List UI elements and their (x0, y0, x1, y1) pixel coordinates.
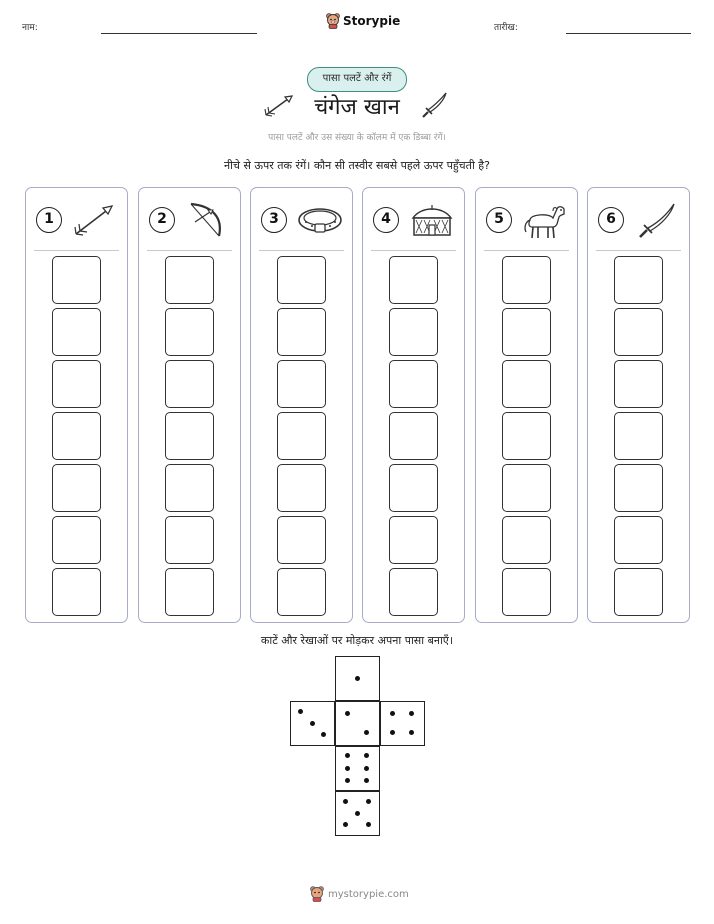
question-text: नीचे से ऊपर तक रंगें। कौन सी तस्वीर सबसे पहले ऊपर पहुँचती है? (224, 159, 490, 172)
column-header (139, 188, 240, 250)
dice-pip (355, 811, 360, 816)
color-box[interactable] (277, 308, 326, 356)
column-number: 2 (149, 207, 175, 233)
dice-pip (345, 753, 350, 758)
column-header (363, 188, 464, 250)
column-5 (475, 187, 578, 623)
dice-pip (345, 711, 350, 716)
dice-pip (345, 766, 350, 771)
column-divider (259, 250, 344, 251)
column-6 (587, 187, 690, 623)
color-box[interactable] (614, 308, 663, 356)
dice-pip (364, 766, 369, 771)
bear-logo-icon (326, 13, 340, 29)
dice-pip (343, 799, 348, 804)
column-4 (362, 187, 465, 623)
color-box[interactable] (389, 464, 438, 512)
color-box[interactable] (165, 308, 214, 356)
color-box[interactable] (277, 568, 326, 616)
horse-icon (520, 200, 568, 246)
column-3 (250, 187, 353, 623)
color-box[interactable] (614, 256, 663, 304)
bear-footer-icon (310, 886, 324, 902)
dice-pip (409, 730, 414, 735)
storypie-logo (326, 13, 400, 29)
date-line[interactable] (566, 33, 691, 34)
dice-face-2 (335, 701, 380, 746)
footer-url: mystorypie.com (328, 888, 409, 900)
dice-pip (345, 778, 350, 783)
dice-pip (366, 822, 371, 827)
dice-face-6 (335, 746, 380, 791)
page-title: चंगेज खान (314, 95, 400, 120)
color-box[interactable] (52, 360, 101, 408)
color-box[interactable] (389, 412, 438, 460)
column-number: 6 (598, 207, 624, 233)
color-box[interactable] (165, 568, 214, 616)
date-label: तारीख: (494, 23, 518, 33)
color-box[interactable] (52, 412, 101, 460)
sword-decoration-icon (420, 90, 450, 120)
dice-instruction: काटें और रेखाओं पर मोड़कर अपना पासा बनाएँ। (260, 634, 454, 647)
color-box[interactable] (52, 516, 101, 564)
color-box[interactable] (502, 256, 551, 304)
color-box[interactable] (614, 516, 663, 564)
color-box[interactable] (165, 516, 214, 564)
column-divider (371, 250, 456, 251)
color-box[interactable] (165, 256, 214, 304)
color-box[interactable] (277, 360, 326, 408)
footer (310, 886, 409, 902)
column-header (476, 188, 577, 250)
dice-pip (366, 799, 371, 804)
color-box[interactable] (614, 568, 663, 616)
dice-pip (321, 732, 326, 737)
dice-pip (298, 709, 303, 714)
color-box[interactable] (502, 568, 551, 616)
belt-icon (295, 200, 345, 244)
dice-pip (364, 730, 369, 735)
column-header (588, 188, 689, 250)
dice-net (290, 656, 425, 836)
dice-pip (409, 711, 414, 716)
color-box[interactable] (277, 516, 326, 564)
color-box[interactable] (277, 256, 326, 304)
color-box[interactable] (52, 308, 101, 356)
dice-face-4 (380, 701, 425, 746)
dice-pip (310, 721, 315, 726)
color-box[interactable] (389, 360, 438, 408)
color-box[interactable] (277, 464, 326, 512)
sword-icon (632, 200, 680, 244)
column-number: 3 (261, 207, 287, 233)
color-box[interactable] (502, 464, 551, 512)
color-box[interactable] (502, 516, 551, 564)
column-header (26, 188, 127, 250)
dice-pip (343, 822, 348, 827)
dice-pip (364, 778, 369, 783)
color-box[interactable] (502, 360, 551, 408)
column-2 (138, 187, 241, 623)
column-number: 4 (373, 207, 399, 233)
dice-face-3 (290, 701, 335, 746)
column-divider (34, 250, 119, 251)
dice-pip (390, 730, 395, 735)
color-box[interactable] (614, 464, 663, 512)
color-box[interactable] (52, 568, 101, 616)
brand-name: Storypie (343, 14, 401, 28)
color-box[interactable] (277, 412, 326, 460)
name-label: नाम: (22, 23, 38, 33)
dice-pip (390, 711, 395, 716)
column-divider (147, 250, 232, 251)
color-box[interactable] (614, 412, 663, 460)
column-number: 1 (36, 207, 62, 233)
column-divider (484, 250, 569, 251)
color-box[interactable] (52, 256, 101, 304)
activity-pill: पासा पलटें और रंगें (307, 67, 407, 92)
yurt-icon (407, 200, 457, 244)
color-box[interactable] (502, 412, 551, 460)
dice-pip (355, 676, 360, 681)
dice-pip (364, 753, 369, 758)
page-subtitle: पासा पलटें और उस संख्या के कॉलम में एक डिब्बा रंगें। (268, 133, 446, 143)
color-box[interactable] (165, 412, 214, 460)
column-number: 5 (486, 207, 512, 233)
color-box[interactable] (165, 464, 214, 512)
name-line[interactable] (101, 33, 257, 34)
dice-face-5 (335, 791, 380, 836)
color-box[interactable] (614, 360, 663, 408)
dice-face-1 (335, 656, 380, 701)
bow-icon (183, 200, 231, 244)
color-box[interactable] (165, 360, 214, 408)
column-header (251, 188, 352, 250)
color-box[interactable] (389, 256, 438, 304)
color-box[interactable] (389, 516, 438, 564)
color-box[interactable] (389, 308, 438, 356)
arrow-icon (70, 200, 118, 244)
column-divider (596, 250, 681, 251)
color-box[interactable] (389, 568, 438, 616)
color-box[interactable] (52, 464, 101, 512)
column-1 (25, 187, 128, 623)
color-box[interactable] (502, 308, 551, 356)
